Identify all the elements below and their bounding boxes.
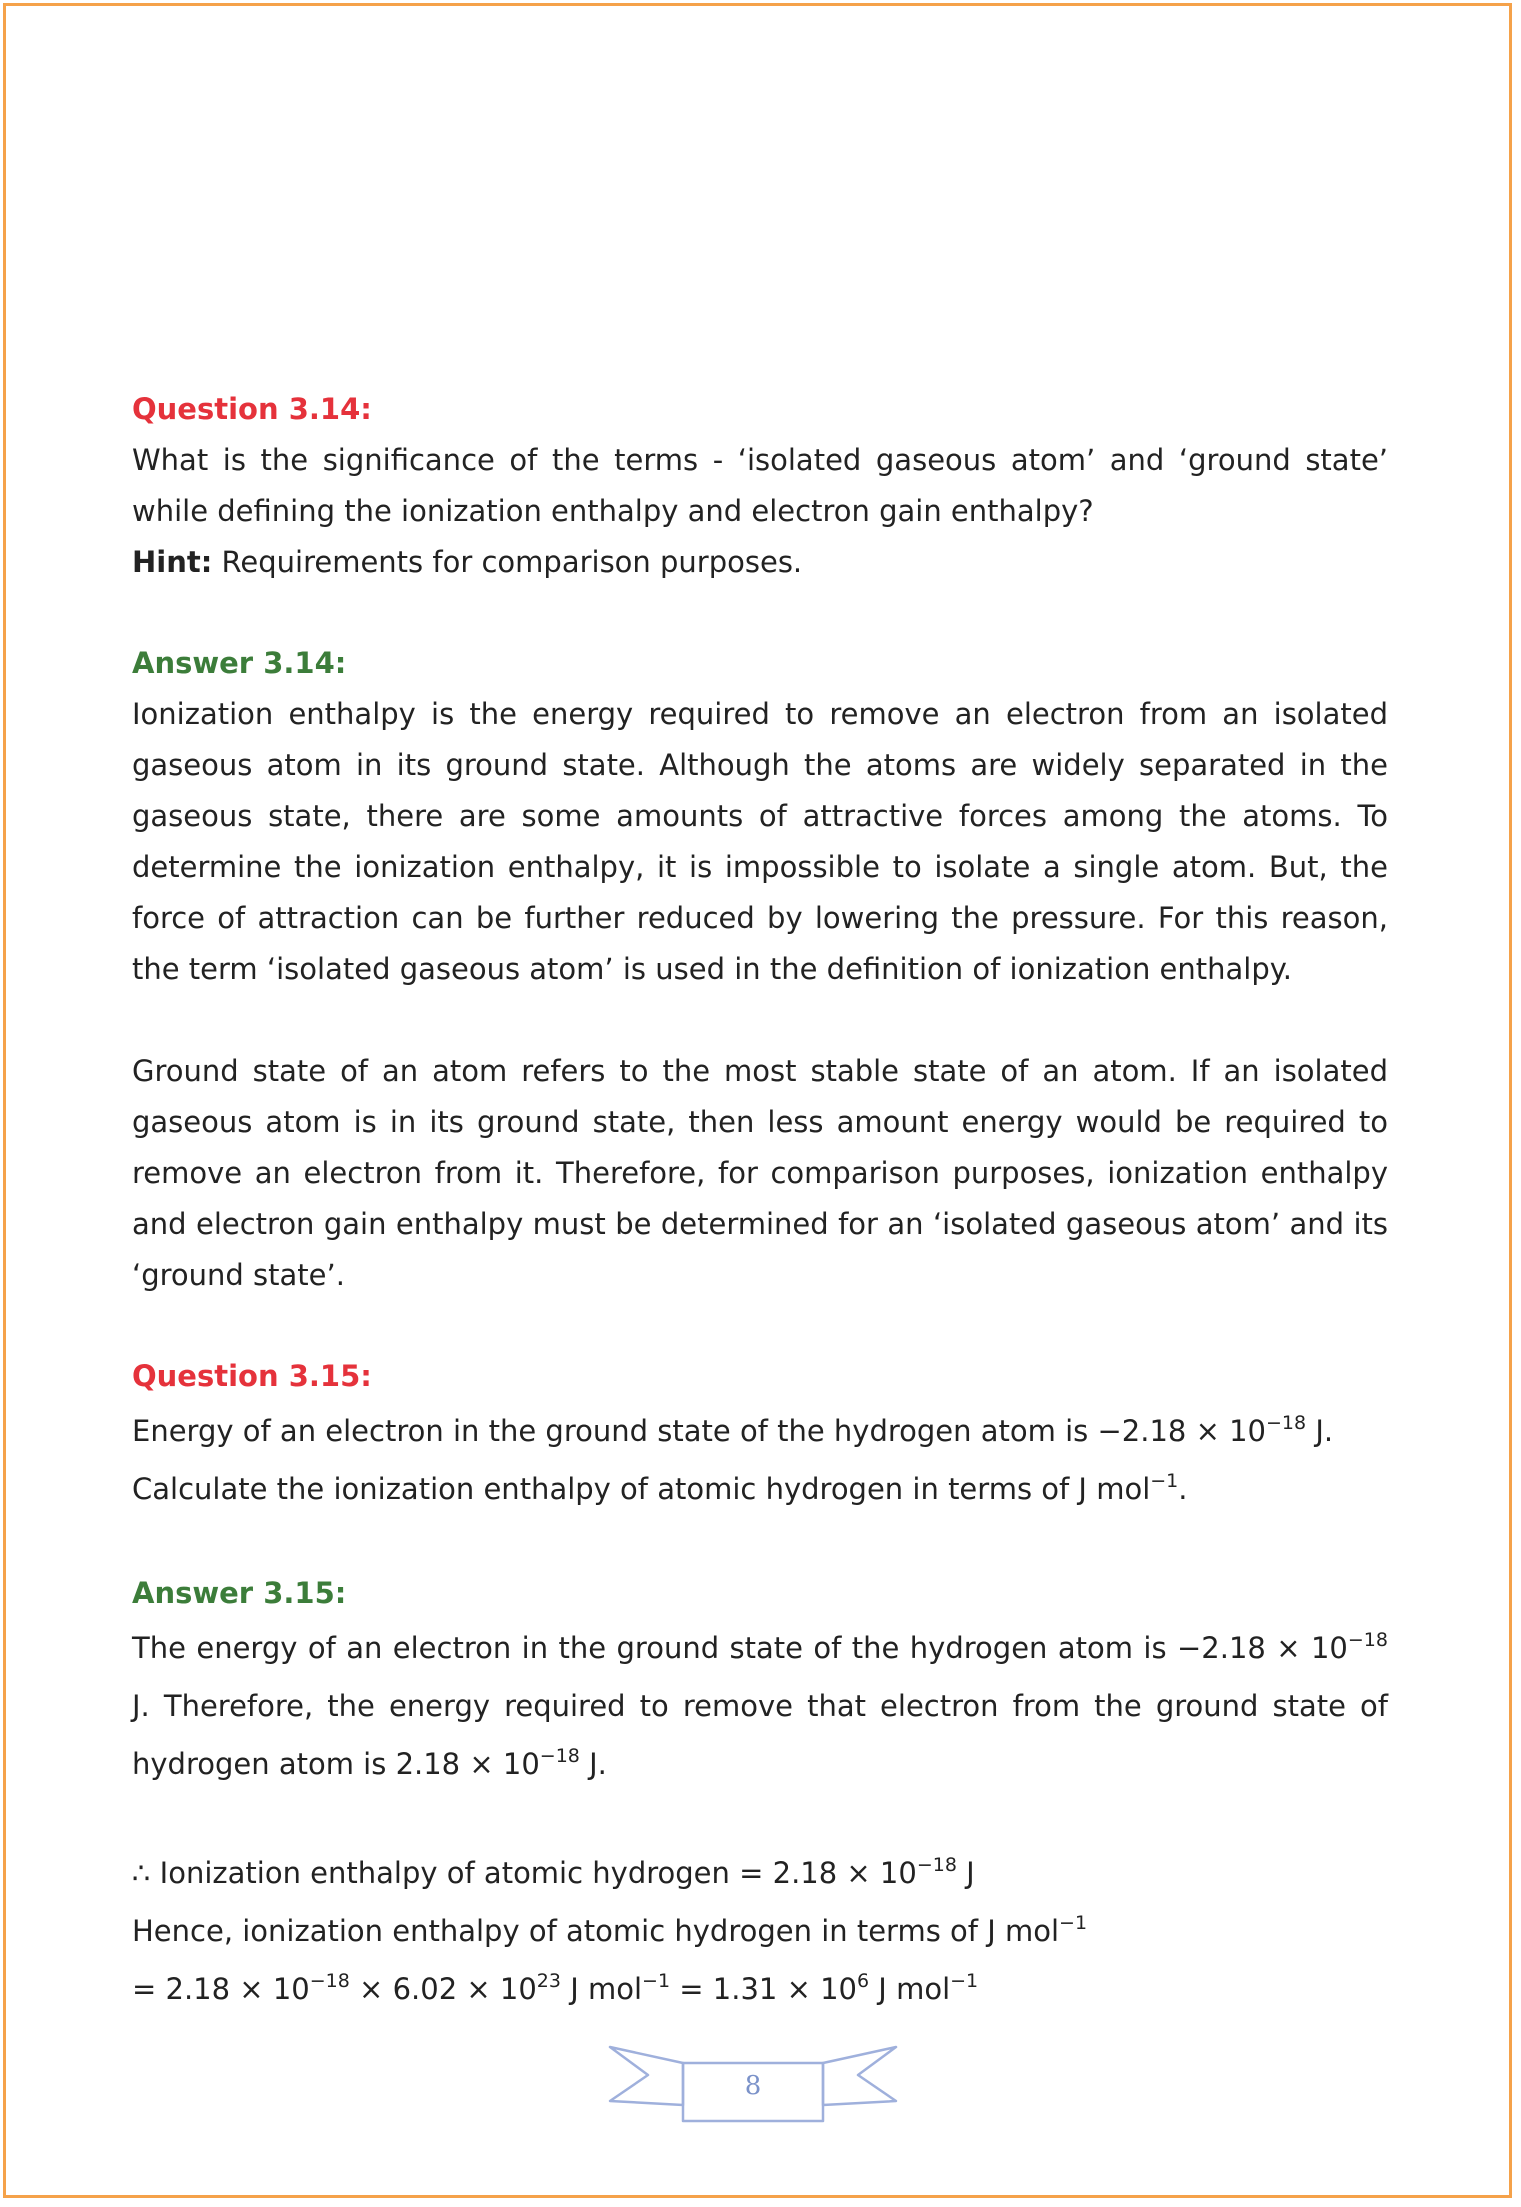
- answer-3-15-line-2: [132, 1902, 1388, 1960]
- question-3-15-line-1: [132, 1402, 1388, 1460]
- a315-l3-part-c: J mol: [560, 1972, 643, 2006]
- a315-l3-exponent-b: 23: [536, 1970, 561, 1992]
- answer-3-15-paragraph-1: [132, 1619, 1388, 1793]
- a315-l1-text: ∴ Ionization enthalpy of atomic hydrogen = 2.18 × 10: [132, 1856, 917, 1890]
- a315-p1-part-c: J.: [579, 1747, 607, 1781]
- a315-l3-part-b: × 6.02 × 10: [349, 1972, 537, 2006]
- a315-p1-part-b: J. Therefore, the energy required to remove that electron from the ground state of hydrogen atom is 2.18 × 10: [132, 1689, 1388, 1781]
- a315-l3-exponent-a: −18: [309, 1970, 350, 1992]
- question-3-14-text: What is the significance of the terms - ‘isolated gaseous atom’ and ‘ground state’ while defining the ionization enthalpy and electron gain enthalpy?: [132, 443, 1388, 528]
- q315-line1-unit: J.: [1306, 1414, 1334, 1448]
- page-number: 8: [744, 2071, 762, 2101]
- a315-l2-text: Hence, ionization enthalpy of atomic hydrogen in terms of J mol: [132, 1914, 1060, 1948]
- a315-l3-exponent-e: −1: [950, 1970, 979, 1992]
- question-3-15-heading: Question 3.15:: [132, 1359, 372, 1393]
- a315-p1-exponent-b: −18: [539, 1745, 580, 1767]
- question-3-15-line-2: [132, 1460, 1388, 1518]
- q315-line2-text: Calculate the ionization enthalpy of atomic hydrogen in terms of J mol: [132, 1472, 1151, 1506]
- a315-l3-exponent-c: −1: [642, 1970, 671, 1992]
- question-3-14-heading: Question 3.14:: [132, 392, 372, 426]
- question-3-14-hint: [132, 537, 1388, 588]
- a315-l3-part-e: J mol: [869, 1972, 951, 2006]
- answer-3-15-line-3: [132, 1960, 1388, 2018]
- answer-3-15-heading: Answer 3.15:: [132, 1576, 347, 1610]
- answer-3-14-heading: Answer 3.14:: [132, 646, 347, 680]
- a315-p1-part-a: The energy of an electron in the ground state of the hydrogen atom is −2.18 × 10: [132, 1631, 1348, 1665]
- page-number-badge: [608, 2045, 898, 2125]
- answer-3-14-paragraph-2: Ground state of an atom refers to the most stable state of an atom. If an isolated gaseous atom is in its ground state, then less amount energy would be required to remove an electron from it. Therefore, for comparison purposes, ionization enthalpy and electron gain enthalpy must be determined for an ‘isolated gaseous atom’ and its ‘ground state’.: [132, 1054, 1388, 1292]
- a315-l2-exponent: −1: [1059, 1912, 1088, 1934]
- q315-line1-text: Energy of an electron in the ground state of the hydrogen atom is −2.18 × 10: [132, 1414, 1266, 1448]
- q315-line2-exponent: −1: [1150, 1470, 1179, 1492]
- a315-l3-part-a: = 2.18 × 10: [132, 1972, 310, 2006]
- a315-l3-exponent-d: 6: [857, 1970, 870, 1992]
- q315-line1-exponent: −18: [1266, 1412, 1307, 1434]
- page-content: [132, 384, 1388, 2018]
- a315-l1-exponent: −18: [916, 1854, 957, 1876]
- a315-l3-part-d: = 1.31 × 10: [670, 1972, 857, 2006]
- hint-text: Requirements for comparison purposes.: [212, 545, 803, 579]
- answer-3-14-paragraph-1: Ionization enthalpy is the energy required to remove an electron from an isolated gaseous atom in its ground state. Although the atoms are widely separated in the gaseous state, there are some amounts of attractive forces among the atoms. To determine the ionization enthalpy, it is impossible to isolate a single atom. But, the force of attraction can be further reduced by lowering the pressure. For this reason, the term ‘isolated gaseous atom’ is used in the definition of ionization enthalpy.: [132, 697, 1388, 986]
- hint-label: Hint:: [132, 545, 213, 579]
- a315-p1-exponent-a: −18: [1347, 1629, 1388, 1651]
- a315-l1-unit: J: [956, 1856, 975, 1890]
- answer-3-15-line-1: [132, 1844, 1388, 1902]
- q315-line2-end: .: [1178, 1472, 1188, 1506]
